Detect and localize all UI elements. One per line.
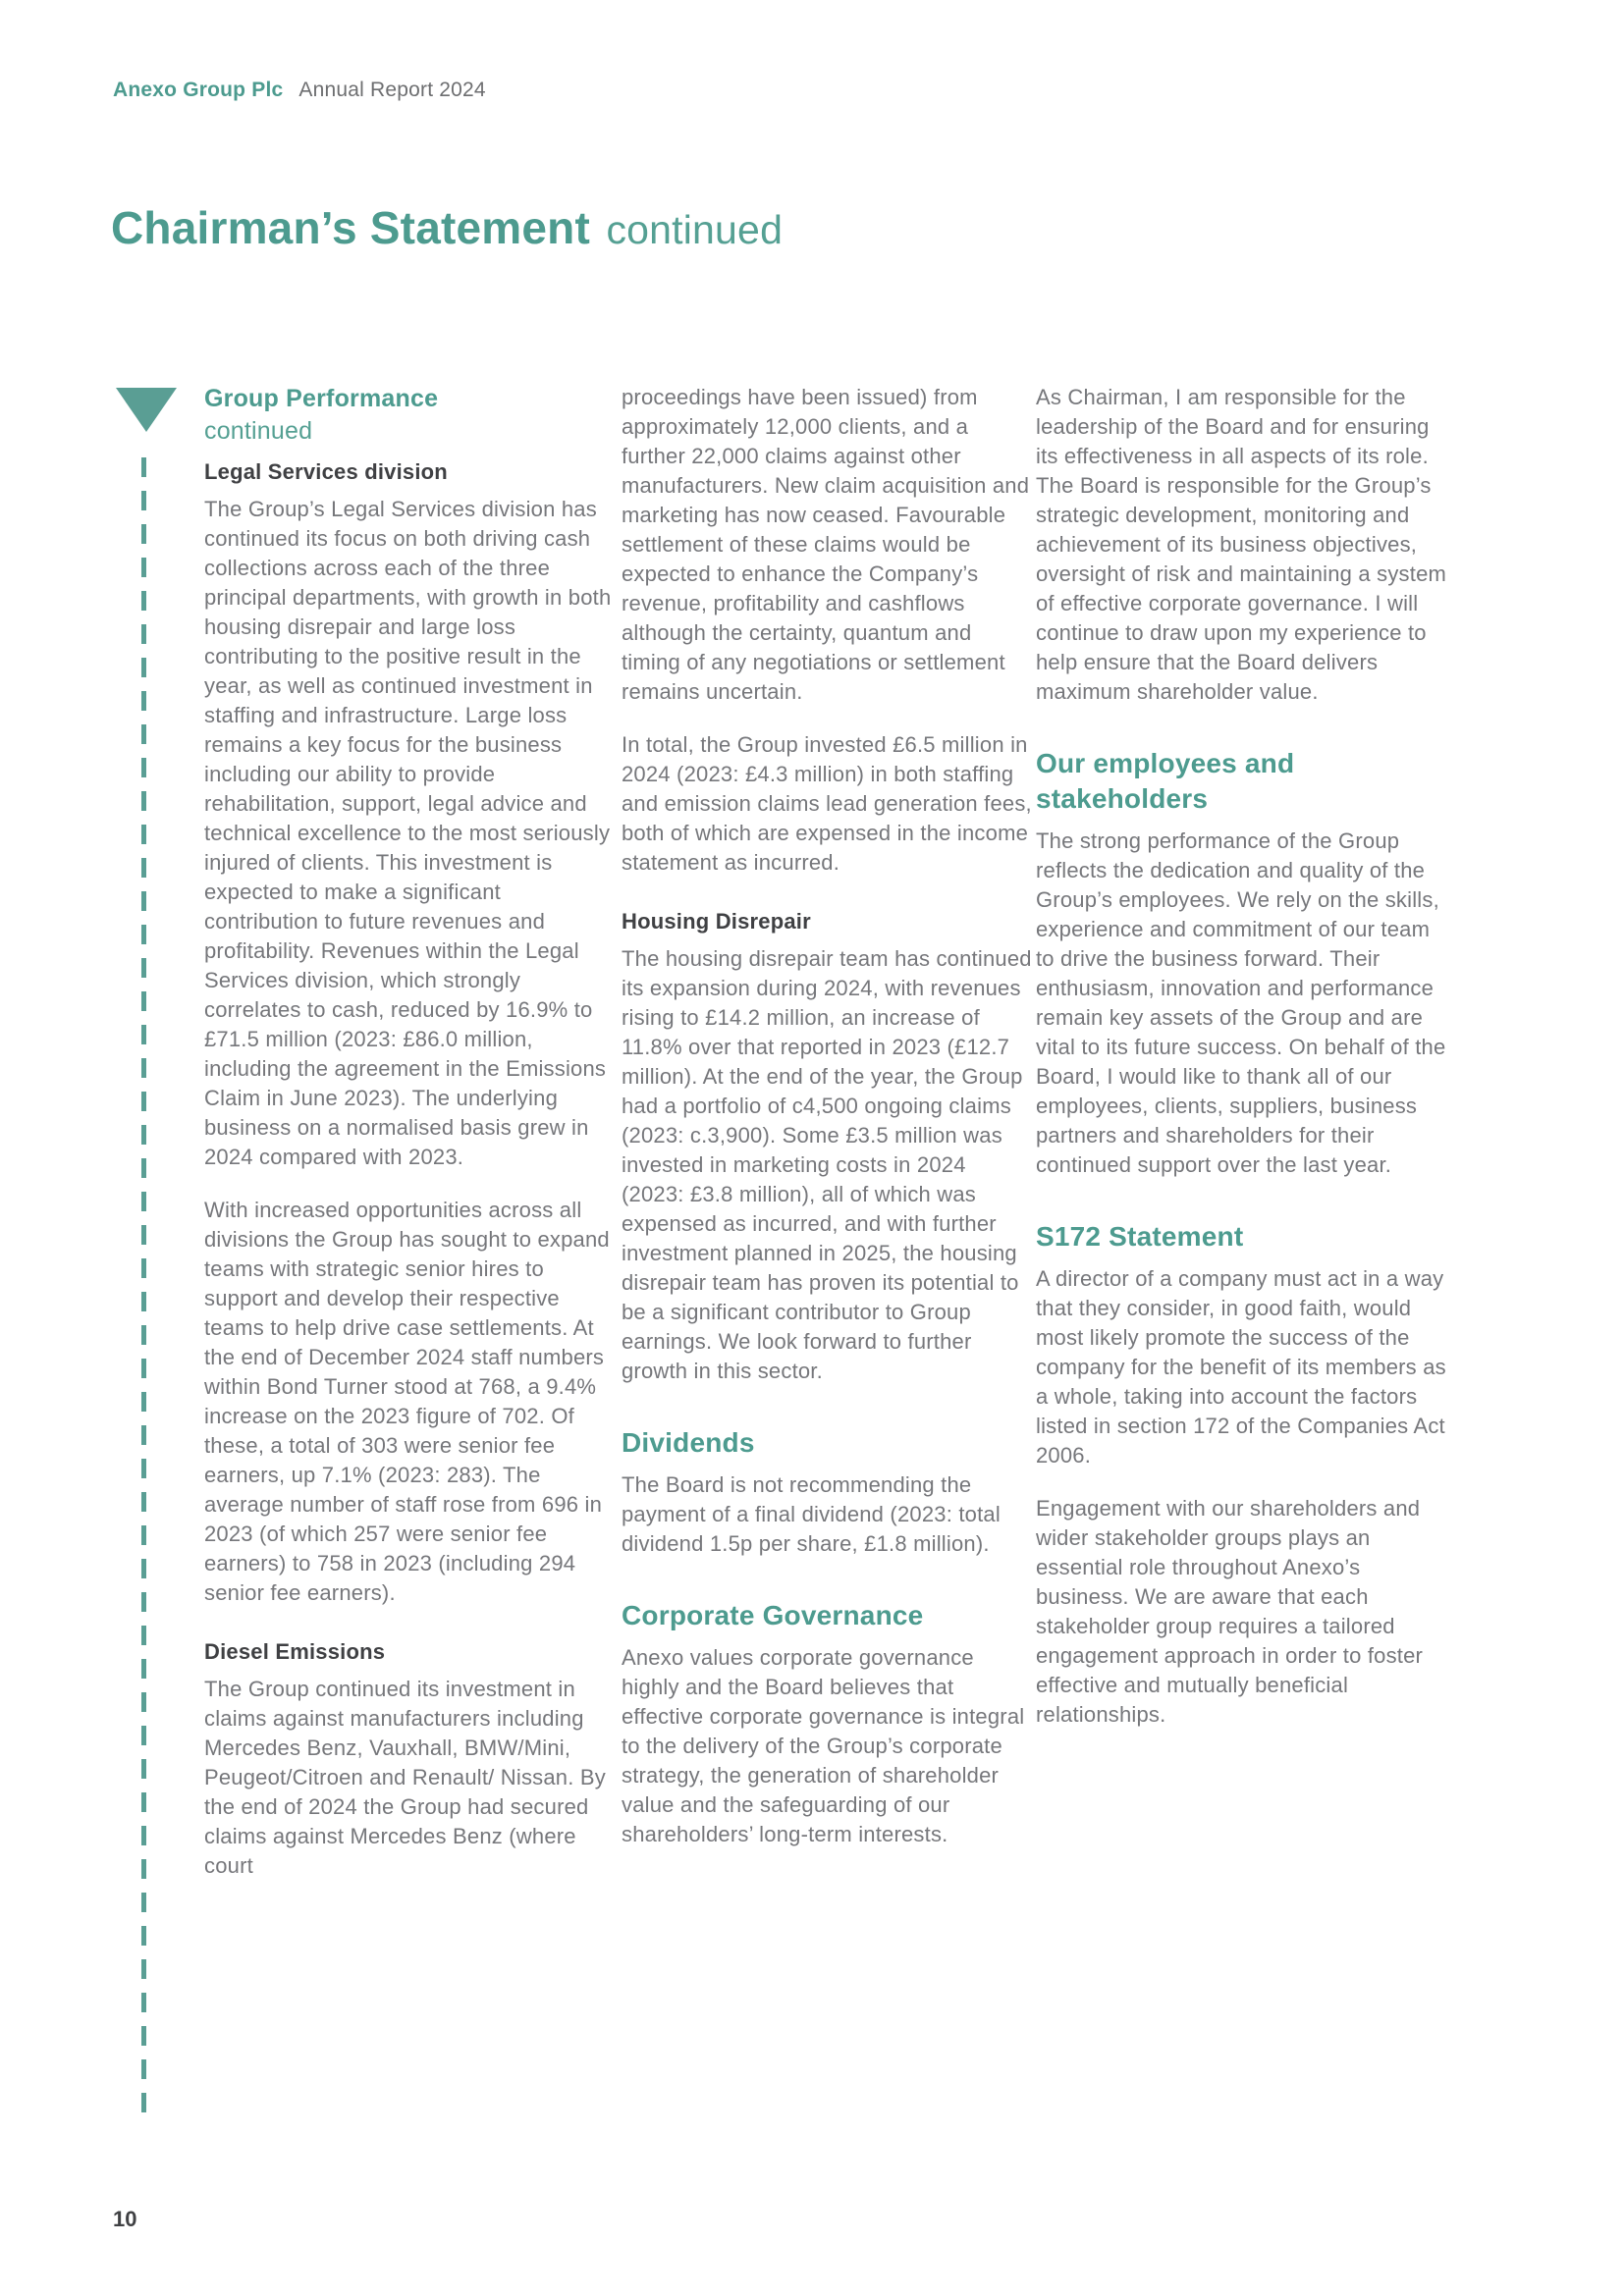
paragraph: In total, the Group invested £6.5 million in 2024 (2023: £4.3 million) in both staffing and emission claims lead generation fees, both of which are expensed in the income statement as incurred. bbox=[622, 732, 1032, 875]
paragraph: The Group’s Legal Services division has continued its focus on both driving cash collections across each of the three principal departments, with growth in both housing disrepair and large loss contributing to the positive result in the year, as well as continued investment in staffing and infrastructure. Large loss remains a key focus for the business including our ability to provide rehabilitation, support, legal advice and technical excellence to the most seriously injured of clients. This investment is expected to make a significant contribution to future revenues and profitability. Revenues within the Legal Services division, which strongly correlates to cash, reduced by 16.9% to £71.5 million (2023: £86.0 million, including the agreement in the Emissions Claim in June 2023). The underlying business on a normalised basis grew in 2024 compared with 2023. bbox=[204, 497, 612, 1169]
section-heading-corporate-governance: Corporate Governance bbox=[622, 1600, 924, 1630]
page-title bbox=[111, 201, 783, 254]
column-3 bbox=[1036, 383, 1448, 1753]
report-title: Annual Report 2024 bbox=[298, 79, 486, 101]
paragraph: As Chairman, I am responsible for the leadership of the Board and for ensuring its effectiveness in all aspects of its role. The Board is responsible for the Group’s strategic development, monitoring and achievement of its business objectives, oversight of risk and maintaining a system of effective corporate governance. I will continue to draw upon my experience to help ensure that the Board delivers maximum shareholder value. bbox=[1036, 385, 1447, 704]
section-marker-triangle-icon bbox=[116, 388, 177, 432]
page-header bbox=[113, 79, 486, 102]
dashed-divider-line bbox=[141, 457, 146, 2126]
page-title-main: Chairman’s Statement bbox=[111, 202, 590, 253]
section-heading-continued: continued bbox=[204, 417, 313, 445]
paragraph: The Group continued its investment in claims against manufacturers including Mercedes Benz, Vauxhall, BMW/Mini, Peugeot/Citroen and Renault/ Nissan. By the end of 2024 the Group had secured claims against Mercedes Benz (where court bbox=[204, 1677, 606, 1878]
column-1 bbox=[204, 383, 617, 1904]
column-2 bbox=[622, 383, 1034, 1873]
section-heading-group-performance: Group Performance bbox=[204, 385, 439, 412]
paragraph: The strong performance of the Group reflects the dedication and quality of the Group’s employees. We rely on the skills, experience and commitment of our team to drive the business forward. Their enthusiasm, innovation and performance remain key assets of the Group and are vital to its future success. On behalf of the Board, I would like to thank all of our employees, clients, suppliers, business partners and shareholders for their continued support over the last year. bbox=[1036, 828, 1446, 1177]
paragraph: Engagement with our shareholders and wider stakeholder groups plays an essential role throughout Anexo’s business. We are aware that each stakeholder group requires a tailored engagement approach in order to foster effective and mutually beneficial relationships. bbox=[1036, 1496, 1424, 1727]
company-name: Anexo Group Plc bbox=[113, 79, 284, 101]
paragraph: With increased opportunities across all divisions the Group has sought to expand teams with strategic senior hires to support and develop their respective teams to help drive case settlements. At the end of December 2024 staff numbers within Bond Turner stood at 768, a 9.4% increase on the 2023 figure of 702. Of these, a total of 303 were senior fee earners, up 7.1% (2023: 283). The average number of staff rose from 696 in 2023 (of which 257 were senior fee earners) to 758 in 2023 (including 294 senior fee earners). bbox=[204, 1198, 610, 1605]
sub-heading-diesel-emissions: Diesel Emissions bbox=[204, 1639, 386, 1664]
sub-heading-legal-services: Legal Services division bbox=[204, 459, 448, 484]
paragraph: A director of a company must act in a way that they consider, in good faith, would most likely promote the success of the company for the benefit of its members as a whole, taking into account the factors listed in section 172 of the Companies Act 2006. bbox=[1036, 1266, 1446, 1468]
paragraph: The Board is not recommending the payment of a final dividend (2023: total dividend 1.5p per share, £1.8 million). bbox=[622, 1472, 1001, 1556]
sub-heading-housing-disrepair: Housing Disrepair bbox=[622, 909, 811, 934]
section-heading-s172: S172 Statement bbox=[1036, 1221, 1244, 1252]
section-heading-our-employees: Our employees and stakeholders bbox=[1036, 748, 1295, 814]
page-number: 10 bbox=[113, 2207, 137, 2231]
paragraph: The housing disrepair team has continued its expansion during 2024, with revenues rising to £14.2 million, an increase of 11.8% over that reported in 2023 (£12.7 million). At the end of the year, the Group had a portfolio of c4,500 ongoing claims (2023: c.3,900). Some £3.5 million was invested in marketing costs in 2024 (2023: £3.8 million), all of which was expensed as incurred, and with further investment planned in 2025, the housing disrepair team has proven its potential to be a significant contributor to Group earnings. We look forward to further growth in this sector. bbox=[622, 946, 1032, 1383]
section-heading-dividends: Dividends bbox=[622, 1427, 755, 1458]
page-title-suffix: continued bbox=[606, 207, 784, 252]
paragraph: proceedings have been issued) from approximately 12,000 clients, and a further 22,000 claims against other manufacturers. New claim acquisition and marketing has now ceased. Favourable settlement of these claims would be expected to enhance the Company’s revenue, profitability and cashflows although the certainty, quantum and timing of any negotiations or settlement remains uncertain. bbox=[622, 385, 1030, 704]
paragraph: Anexo values corporate governance highly and the Board believes that effective corporate governance is integral to the delivery of the Group’s corporate strategy, the generation of shareholder value and the safeguarding of our shareholders’ long-term interests. bbox=[622, 1645, 1025, 1846]
